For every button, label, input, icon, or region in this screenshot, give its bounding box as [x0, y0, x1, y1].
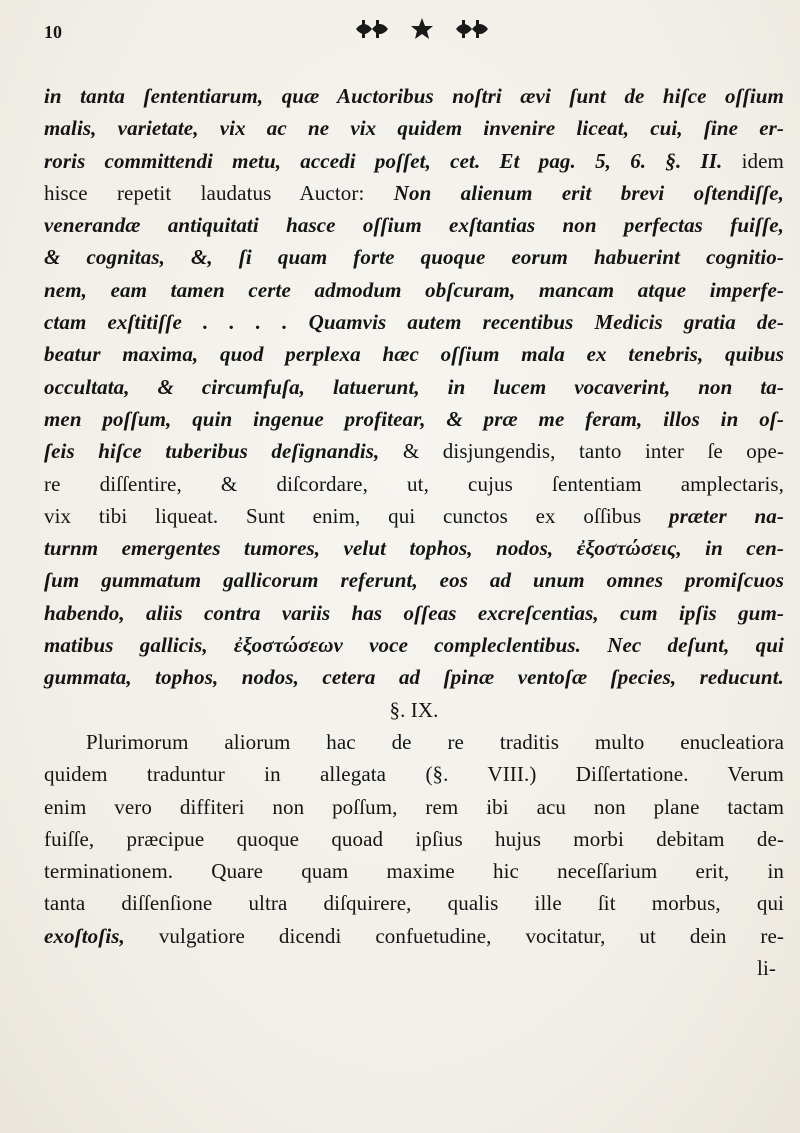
- text-line: [44, 145, 784, 177]
- roman-segment: & disjungendis, tanto inter ſe ope-: [379, 439, 784, 464]
- italic-segment: malis, varietate, vix ac ne vix quidem invenire liceat, cui, ſine er-: [44, 116, 784, 141]
- page-number: 10: [44, 22, 62, 42]
- roman-segment: idem: [722, 148, 784, 173]
- text-line: [44, 209, 784, 241]
- roman-segment: enim vero diffiteri non poſſum, rem ibi acu non plane tactam: [44, 794, 784, 819]
- italic-segment: ſum gummatum gallicorum referunt, eos ad unum omnes promiſcuos: [44, 568, 784, 593]
- text-line: [44, 371, 784, 403]
- text-line: [44, 435, 784, 467]
- text-line: [44, 306, 784, 338]
- italic-segment: venerandæ antiquitati hasce oſſium exſtantias non perfectas fuiſſe,: [44, 213, 784, 238]
- roman-segment: tanta diſſenſione ultra diſquirere, qualis ille ſit morbus, qui: [44, 891, 784, 916]
- roman-segment: vulgatiore dicendi confuetudine, vocitatur, ut dein re-: [124, 923, 784, 948]
- paragraph-quotation: [44, 80, 784, 694]
- italic-segment: Non alienum erit brevi oſtendiſſe,: [393, 180, 784, 205]
- text-line: [44, 887, 784, 919]
- italic-segment: beatur maxima, quod perplexa hæc oſſium mala ex tenebris, quibus: [44, 342, 784, 367]
- italic-segment: ſeis hiſce tuberibus deſignandis,: [44, 439, 380, 464]
- roman-segment: quidem traduntur in allegata (§. VIII.) Diſſertatione. Verum: [44, 762, 784, 787]
- italic-segment: gummata, tophos, nodos, cetera ad ſpinæ ventoſæ ſpecies, reducunt.: [44, 665, 784, 690]
- italic-segment: roris committendi metu, accedi poſſet, cet. Et pag. 5, 6. §. II.: [44, 148, 723, 173]
- roman-segment: vix tibi liqueat. Sunt enim, qui cunctos ex oſſibus: [44, 503, 670, 528]
- italic-segment: in tanta ſententiarum, quæ Auctoribus noſtri ævi ſunt de hiſce oſſium: [44, 84, 784, 108]
- text-line: [44, 791, 784, 823]
- text-line: [44, 532, 784, 564]
- italic-segment: turnm emergentes tumores, velut tophos, nodos, ἐξοστώσεις, in cen-: [44, 536, 784, 561]
- printer-ornament-icon: [336, 14, 516, 44]
- italic-segment: ctam exſtitiſſe . . . . Quamvis autem recentibus Medicis gratia de-: [44, 310, 784, 335]
- text-line: [44, 629, 784, 661]
- text-line: [44, 112, 784, 144]
- italic-segment: & cognitas, &, ſi quam forte quoque eorum habuerint cognitio-: [44, 245, 784, 270]
- text-line: [44, 80, 784, 112]
- page-header: [0, 8, 800, 48]
- italic-segment: men poſſum, quin ingenue profitear, & præ me feram, illos in oſ-: [44, 406, 784, 431]
- text-line: [44, 920, 784, 952]
- text-line: [44, 758, 784, 790]
- roman-segment: fuiſſe, præcipue quoque quoad ipſius hujus morbi debitam de-: [44, 826, 784, 851]
- text-line: [44, 468, 784, 500]
- italic-segment: habendo, aliis contra variis has oſſeas excreſcentias, cum ipſis gum-: [44, 600, 784, 625]
- roman-segment: hisce repetit laudatus Auctor:: [44, 180, 394, 205]
- text-line: [44, 500, 784, 532]
- roman-segment: terminationem. Quare quam maxime hic neceſſarium erit, in: [44, 859, 784, 884]
- text-line: [44, 564, 784, 596]
- paragraph-section-ix: [44, 726, 784, 952]
- text-line: [44, 726, 784, 758]
- text-line: [44, 338, 784, 370]
- roman-segment: Plurimorum aliorum hac de re traditis multo enucleatiora: [86, 729, 784, 754]
- italic-segment: nem, eam tamen certe admodum obſcuram, mancam atque imperfe-: [44, 277, 784, 302]
- roman-segment: re diſſentire, & diſcordare, ut, cujus ſententiam amplectaris,: [44, 471, 784, 496]
- text-line: [44, 855, 784, 887]
- text-line: [44, 403, 784, 435]
- italic-segment: matibus gallicis, ἐξοστώσεων voce compleclentibus. Nec deſunt, qui: [44, 633, 784, 658]
- text-line: [44, 823, 784, 855]
- text-line: [44, 177, 784, 209]
- text-line: [44, 597, 784, 629]
- text-line: [44, 241, 784, 273]
- text-line: [44, 274, 784, 306]
- italic-segment: præter na-: [669, 503, 785, 528]
- catchword: li-: [757, 956, 776, 981]
- text-line: [44, 661, 784, 693]
- text-body: [44, 80, 784, 984]
- italic-segment: occultata, & circumfuſa, latuerunt, in lucem vocaverint, non ta-: [44, 374, 784, 399]
- italic-segment: exoſtoſis,: [44, 923, 125, 948]
- section-heading: §. IX.: [389, 697, 439, 722]
